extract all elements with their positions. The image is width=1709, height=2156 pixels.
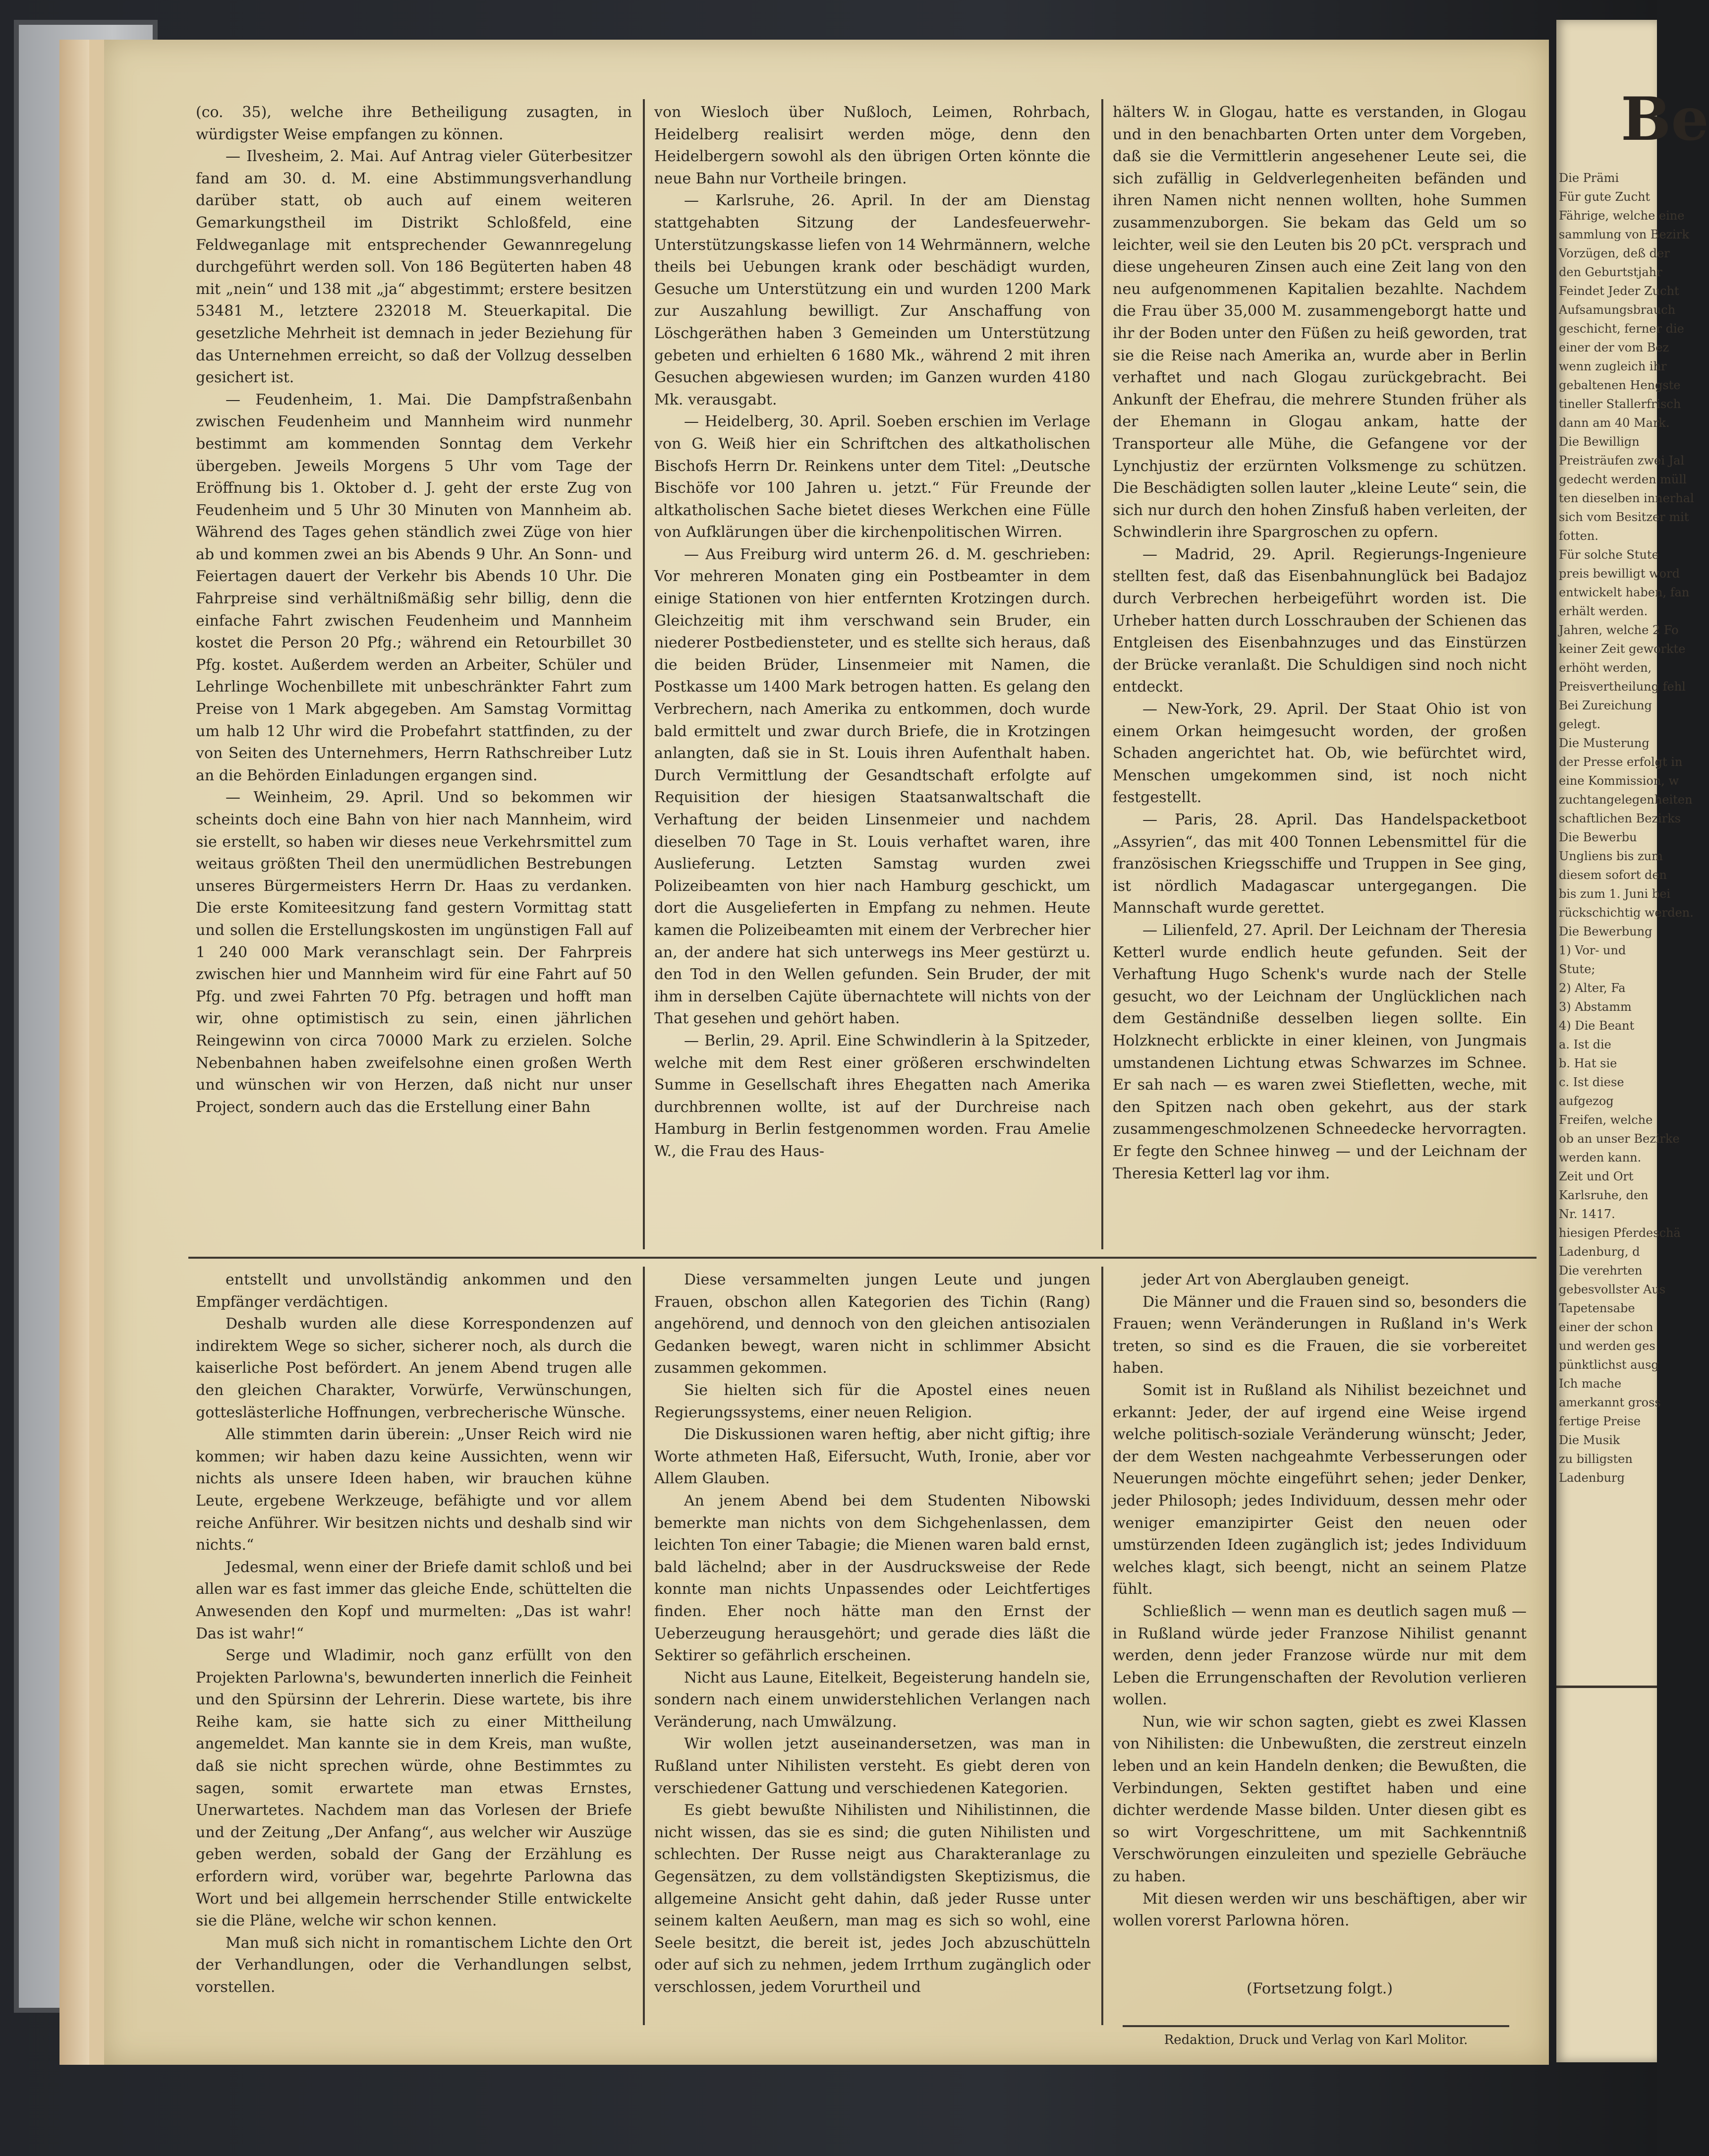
- adjacent-text-line: aufgezog: [1559, 1094, 1614, 1108]
- adjacent-text-line: schaftlichen Bezirks: [1559, 812, 1681, 825]
- lower-column-2: [654, 1269, 1090, 1999]
- adjacent-text-line: zuchtangelegenheiten: [1559, 793, 1693, 807]
- adjacent-page: [1556, 20, 1709, 2062]
- adjacent-text-line: dann am 40 Mark.: [1559, 416, 1670, 430]
- paragraph: Serge und Wladimir, noch ganz erfüllt von den Projekten Parlowna's, bewunderten innerlich die Feinheit und den Spürsinn der Lehrerin. Diese wartete, bis ihre Reihe kam, sie hatte sich zu einer Mittheilung angemeldet. Man kannte sie in dem Kreis, man wußte, daß sie nicht sprechen würde, ohne Bestimmtes zu sagen, somit erwartete man etwas Ernstes, Unerwartetes. Nachdem man das Vorlesen der Briefe und der Zeitung „Der Anfang“, aus welcher wir Auszüge geben werden, sobald der Gang der Erzählung es erfordern wird, vorüber war, begehrte Parlowna das Wort und bei allgemein herrschender Stille entwickelte sie die Pläne, welche wir schon kennen.: [196, 1647, 632, 1930]
- adjacent-text-line: gebesvollster Aus: [1559, 1282, 1666, 1296]
- adjacent-text-line: fotten.: [1559, 529, 1598, 543]
- adjacent-text-line: zu billigsten: [1559, 1452, 1633, 1466]
- adjacent-text-line: ten dieselben innerhal: [1559, 491, 1694, 505]
- adjacent-text-line: Zeit und Ort: [1559, 1169, 1634, 1183]
- adjacent-page-text: [1559, 169, 1694, 1487]
- paragraph: — Berlin, 29. April. Eine Schwindlerin à la Spitzeder, welche mit dem Rest einer größeren erschwindelten Summe in Gesellschaft ihres Ehegatten nach Amerika durchbrennen wollte, ist auf der Durchreise nach Hamburg in Berlin festgenommen worden. Frau Amelie W., die Frau des Haus-: [654, 1032, 1090, 1160]
- adjacent-text-line: b. Hat sie: [1559, 1056, 1617, 1070]
- lower-column-1: [196, 1269, 632, 1999]
- adjacent-text-line: preis bewilligt word: [1559, 567, 1680, 581]
- adjacent-text-line: und werden ges: [1559, 1339, 1655, 1353]
- paragraph: Diese versammelten jungen Leute und jungen Frauen, obschon allen Kategorien des Tichin (Rang) angehörend, und dennoch von den gleichen antisozialen Gedanken bewegt, waren nicht in schlimmer Absicht zusammen gekommen.: [654, 1271, 1090, 1377]
- adjacent-text-line: hiesigen Pferdeschä: [1559, 1226, 1681, 1240]
- paragraph: Alle stimmten darin überein: „Unser Reich wird nie kommen; wir haben dazu keine Aussichten, wenn wir nichts als unsere Ideen haben, wir brauchen kühne Leute, ergebene Werkzeuge, befähigte und vor allem reiche Anführer. Wir besitzen nichts und deshalb sind wir nichts.“: [196, 1426, 632, 1554]
- adjacent-text-line: a. Ist die: [1559, 1038, 1611, 1051]
- paragraph: An jenem Abend bei dem Studenten Nibowski bemerkte man nichts von dem Sichgehenlassen, dem leichten Ton einer Tabagie; die Mienen waren bald ernst, bald lächelnd; aber in der Ausdrucksweise der Rede konnte man nichts Unpassendes oder Leichtfertiges finden. Eher noch hätte man den Ernst der Ueberzeugung herausgehört; und gerade dies läßt die Sektirer so gefährlich erscheinen.: [654, 1492, 1090, 1665]
- adjacent-text-line: Vorzügen, deß der: [1559, 246, 1670, 260]
- adjacent-text-line: Die Bewillign: [1559, 435, 1640, 449]
- column-rule: [643, 1267, 645, 2025]
- adjacent-rule: [1556, 1686, 1657, 1688]
- adjacent-text-line: Die Musterung: [1559, 736, 1650, 750]
- adjacent-text-line: bis zum 1. Juni bei: [1559, 887, 1671, 901]
- adjacent-text-line: Feindet Jeder Zucht: [1559, 284, 1679, 298]
- adjacent-text-line: 4) Die Beant: [1559, 1019, 1635, 1033]
- paragraph: — Ilvesheim, 2. Mai. Auf Antrag vieler Güterbesitzer fand am 30. d. M. eine Abstimmungsverhandlung darüber statt, ob auch auf einem weiteren Gemarkungstheil im Distrikt Schloßfeld, eine Feldweganlage mit entsprechender Gewannregelung durchgeführt werden soll. Von 186 Begüterten haben 48 mit „nein“ und 138 mit „ja“ abgestimmt; erstere besitzen 53481 M., letztere 232018 M. Steuerkapital. Die gesetzliche Mehrheit ist demnach in jeder Beziehung für das Unternehmen erreicht, so daß der Vollzug desselben gesichert ist.: [196, 148, 632, 387]
- paragraph: — Weinheim, 29. April. Und so bekommen wir scheints doch eine Bahn von hier nach Mannheim, wird sie erstellt, so haben wir dieses neue Verkehrsmittel zum weitaus größten Theil den unermüdlichen Bestrebungen unseres Bürgermeisters Herrn Dr. Haas zu verdanken. Die erste Komiteesitzung fand gestern Vormittag statt und sollen die Erstellungskosten im ungünstigen Fall auf 1 240 000 Mark veranschlagt sein. Der Fahrpreis zwischen hier und Mannheim wird für eine Fahrt auf 50 Pfg. und zwei Fahrten 70 Pfg. betragen und hofft man wir, ohne optimistisch zu sein, einen jährlichen Reingewinn von circa 70000 Mark zu erzielen. Solche Nebenbahnen haben zweifelsohne einen großen Werth und wünschen wir von Herzen, daß nicht nur unser Project, sondern auch das die Erstellung einer Bahn: [196, 789, 632, 1116]
- paragraph: Deshalb wurden alle diese Korrespondenzen auf indirektem Wege so sicher, sicherer noch, als durch die kaiserliche Post befördert. An jenem Abend trugen alle den gleichen Charakter, Vorwürfe, Verwünschungen, gotteslästerliche Hoffnungen, verbrecherische Wünsche.: [196, 1315, 632, 1421]
- adjacent-page-heading: Be: [1621, 84, 1709, 154]
- adjacent-text-line: 1) Vor- und: [1559, 943, 1626, 957]
- adjacent-text-line: Aufsamungsbrauch: [1559, 303, 1676, 317]
- adjacent-text-line: den Geburtstjahr: [1559, 265, 1662, 279]
- adjacent-text-line: diesem sofort den: [1559, 868, 1667, 882]
- adjacent-text-line: 2) Alter, Fa: [1559, 981, 1626, 995]
- adjacent-text-line: Nr. 1417.: [1559, 1207, 1615, 1221]
- paragraph: Nun, wie wir schon sagten, giebt es zwei Klassen von Nihilisten: die Unbewußten, die zerstreut einzeln leben und an kein Handeln denken; die Bewußten, die Verbindungen, Sekten gestiftet haben und eine dichter werdende Masse bilden. Unter diesen gibt es so wirt Vorgeschrittene, um mit Sachkenntniß Verschwörungen einzuleiten und spezielle Gebräuche zu haben.: [1113, 1713, 1527, 1886]
- paragraph: Schließlich — wenn man es deutlich sagen muß — in Rußland würde jeder Franzose Nihilist genannt werden, denn jeder Franzose würde nur mit dem Leben die Errungenschaften der Revolution verlieren wollen.: [1113, 1602, 1527, 1709]
- adjacent-text-line: gelegt.: [1559, 717, 1601, 731]
- adjacent-text-line: geschicht, ferner die: [1559, 322, 1684, 336]
- paragraph: (co. 35), welche ihre Betheiligung zusagten, in würdigster Weise empfangen zu können.: [196, 104, 632, 143]
- adjacent-text-line: Für solche Stute: [1559, 548, 1659, 562]
- upper-column-2: [654, 102, 1090, 1163]
- adjacent-text-line: Karlsruhe, den: [1559, 1188, 1649, 1202]
- adjacent-text-line: werden kann.: [1559, 1151, 1642, 1165]
- adjacent-text-line: 3) Abstamm: [1559, 1000, 1632, 1014]
- adjacent-text-line: pünktlichst ausg: [1559, 1358, 1659, 1372]
- imprint-line: Redaktion, Druck und Verlag von Karl Molitor.: [1164, 2033, 1468, 2047]
- adjacent-text-line: Ungliens bis zum: [1559, 849, 1663, 863]
- paragraph: Jedesmal, wenn einer der Briefe damit schloß und bei allen war es fast immer das gleiche Ende, schüttelten die Anwesenden den Kopf und murmelten: „Das ist wahr! Das ist wahr!“: [196, 1558, 632, 1642]
- upper-column-1: [196, 102, 632, 1118]
- adjacent-text-line: Preisträufen zwei Jal: [1559, 454, 1685, 467]
- adjacent-text-line: Ladenburg, d: [1559, 1245, 1640, 1259]
- paragraph: hälters W. in Glogau, hatte es verstanden, in Glogau und in den benachbarten Orten unter dem Vorgeben, daß sie die Vermittlerin angesehener Leute sei, die sich zufällig in Geldverlegenheiten befänden und ihren Namen nicht nennen wollten, hohe Summen zusammenzuborgen. Sie bekam das Geld um so leichter, weil sie den Leuten bis 20 pCt. versprach und diese ungeheuren Zinsen auch eine Zeit lang von den neu aufgenommenen Kapitalien bezahlte. Nachdem die Frau über 35,000 M. zusammengeborgt hatte und ihr der Boden unter den Füßen zu heiß geworden, trat sie die Reise nach Amerika an, wurde aber in Berlin verhaftet und nach Glogau zurückgebracht. Bei Ankunft der Ehefrau, die mehrere Stunden früher als der Ehemann in Glogau ankam, hatte der Transporteur alle Mühe, die Gefangene vor der Lynchjustiz der erzürnten Volksmenge zu schützen. Die Beschädigten sollen lauter „kleine Leute“ sein, die sich nur durch den hohen Zinsfuß haben verleiten, der Schwindlerin ihre Spargroschen zu opfern.: [1113, 104, 1527, 541]
- paragraph: — New-York, 29. April. Der Staat Ohio ist von einem Orkan heimgesucht worden, der großen Schaden angerichtet hat. Ob, wie befürchtet wird, Menschen umgekommen sind, ist noch nicht festgestellt.: [1113, 700, 1527, 807]
- paragraph: — Aus Freiburg wird unterm 26. d. M. geschrieben: Vor mehreren Monaten ging ein Postbeamter in dem einige Stationen von hier entfernten Krotzingen durch. Gleichzeitig mit ihm verschwand sein Bruder, ein niederer Postbediensteter, und es stellte sich heraus, daß die beiden Brüder, Linsenmeier mit Namen, die Postkasse um 1400 Mark betrogen hatten. Es gelang den Verbrechern, nach Amerika zu entkommen, doch wurde bald ermittelt und zwar durch Briefe, die in Krotzingen anlangten, daß sie in St. Louis ihren Aufenthalt haben. Durch Vermittlung der Gesandtschaft erfolgte auf Requisition der hiesigen Staatsanwaltschaft die Verhaftung der beiden Linsenmeier und nachdem dieselben 70 Tage in St. Louis verhaftet waren, ihre Auslieferung. Letzten Samstag wurden zwei Polizeibeamten von hier nach Hamburg geschickt, um dort die Ausgelieferten in Empfang zu nehmen. Heute kamen die Polizeibeamten mit einem der Verbrecher hier an, der andere hat sich unterwegs ins Meer gestürzt u. den Tod in den Wellen gefunden. Sein Bruder, der mit ihm in derselben Cajüte übernachtete will nichts von der That gesehen und gehört haben.: [654, 545, 1090, 1028]
- adjacent-text-line: Die Bewerbu: [1559, 830, 1637, 844]
- adjacent-text-line: Die Bewerbung: [1559, 925, 1652, 938]
- adjacent-text-line: gedecht werden müll: [1559, 472, 1687, 486]
- adjacent-text-line: c. Ist diese: [1559, 1075, 1624, 1089]
- adjacent-text-line: wenn zugleich ihr: [1559, 359, 1667, 373]
- adjacent-text-line: Für gute Zucht: [1559, 190, 1651, 204]
- adjacent-text-line: Bei Zureichung: [1559, 699, 1652, 712]
- column-rule: [1101, 1267, 1103, 2025]
- paragraph: Nicht aus Laune, Eitelkeit, Begeisterung handeln sie, sondern nach einem unwiderstehlichen Verlangen nach Veränderung, nach Umwälzung.: [654, 1669, 1090, 1731]
- paragraph: Mit diesen werden wir uns beschäftigen, aber wir wollen vorerst Parlowna hören.: [1113, 1890, 1527, 1930]
- adjacent-text-line: sammlung von Bezirk: [1559, 228, 1689, 241]
- paragraph: jeder Art von Aberglauben geneigt.: [1142, 1271, 1410, 1288]
- lower-column-3: [1113, 1269, 1527, 1932]
- adjacent-text-line: tineller Stallerfrisch: [1559, 397, 1681, 411]
- adjacent-text-line: Freifen, welche: [1559, 1113, 1653, 1127]
- adjacent-text-line: Die Prämi: [1559, 171, 1619, 185]
- adjacent-text-line: einer der vom Bez: [1559, 341, 1669, 354]
- adjacent-text-line: Die Musik: [1559, 1433, 1620, 1447]
- adjacent-text-line: eine Kommission, w: [1559, 774, 1679, 788]
- paragraph: Man muß sich nicht in romantischem Lichte den Ort der Verhandlungen, oder die Verhandlungen selbst, vorstellen.: [196, 1934, 632, 1996]
- adjacent-text-line: fertige Preise: [1559, 1414, 1641, 1428]
- adjacent-text-line: gebaltenen Hengste: [1559, 378, 1681, 392]
- paragraph: Wir wollen jetzt auseinandersetzen, was man in Rußland unter Nihilisten versteht. Es giebt deren von verschiedener Gattung und verschiedenen Kategorien.: [654, 1735, 1090, 1797]
- adjacent-text-line: Fährige, welche eine: [1559, 209, 1685, 223]
- adjacent-text-line: Tapetensabe: [1559, 1301, 1635, 1315]
- paragraph: von Wiesloch über Nußloch, Leimen, Rohrbach, Heidelberg realisirt werden möge, denn den Heidelbergern sowohl als den übrigen Orten könnte die neue Bahn nur Vortheile bringen.: [654, 104, 1090, 187]
- adjacent-text-line: ob an unser Bezirke: [1559, 1132, 1680, 1146]
- imprint-rule: [1123, 2025, 1509, 2027]
- adjacent-text-line: der Presse erfolgt in: [1559, 755, 1683, 769]
- adjacent-text-line: Stute;: [1559, 962, 1595, 976]
- paragraph: entstellt und unvollständig ankommen und den Empfänger verdächtigen.: [196, 1271, 632, 1311]
- adjacent-text-line: keiner Zeit geworkte: [1559, 642, 1686, 656]
- paragraph: Sie hielten sich für die Apostel eines neuen Regierungssystems, einer neuen Religion.: [654, 1381, 1090, 1421]
- paragraph: Somit ist in Rußland als Nihilist bezeichnet und erkannt: Jeder, der auf irgend eine Weise irgend welche politisch-soziale Veränderung wünscht; Jeder, der dem Westen nachgeahmte Verbesserungen oder Neuerungen möchte eingeführt sehen; jeder Denker, jeder Philosoph; jedes Individuum, dessen mehr oder weniger emanzipirter Geist den neuen oder umstürzenden Ideen zugänglich ist; jedes Individuum welches klagt, sich beengt, nicht an seinem Platze fühlt.: [1113, 1381, 1527, 1598]
- adjacent-text-line: entwickelt haben, fan: [1559, 585, 1690, 599]
- adjacent-text-line: Die verehrten: [1559, 1264, 1643, 1278]
- paragraph: — Madrid, 29. April. Regierungs-Ingenieure stellten fest, daß das Eisenbahnunglück bei Badajoz durch Verbrechen herbeigeführt worden ist. Die Urheber hatten durch Losschrauben der Schienen das Entgleisen des Eisenbahnzuges und das Einstürzen der Brücke veranlaßt. Die Schuldigen sind noch nicht entdeckt.: [1113, 545, 1527, 696]
- paragraph: Die Diskussionen waren heftig, aber nicht giftig; ihre Worte athmeten Haß, Eifersucht, Wuth, Ironie, aber vor Allem Glauben.: [654, 1426, 1090, 1488]
- adjacent-text-line: amerkannt gross: [1559, 1396, 1661, 1409]
- paragraph: Es giebt bewußte Nihilisten und Nihilistinnen, die nicht wissen, das sie es sind; die guten Nihilisten und schlechten. Der Russe neigt aus Charakteranlage zu Gegensätzen, zu dem vollständigsten Skeptizismus, die allgemeine Ansicht geht dahin, daß jeder Russe unter seinem kalten Aeußern, man mag es sich so wohl, eine Seele besitzt, die bereit ist, jedes Joch abzuschütteln oder auf sich zu nehmen, jedem Irrthum zugänglich oder verschlossen, jedem Vorurtheil und: [654, 1802, 1090, 1996]
- adjacent-text-line: sich vom Besitzer mit: [1559, 510, 1689, 524]
- column-rule: [643, 99, 645, 1249]
- adjacent-text-line: Ladenburg: [1559, 1471, 1625, 1485]
- column-rule: [1101, 99, 1103, 1249]
- adjacent-text-line: Preisvertheilung fehl: [1559, 680, 1686, 694]
- adjacent-text-line: erhöht werden,: [1559, 661, 1652, 675]
- section-divider: [188, 1257, 1537, 1259]
- adjacent-text-line: rückschichtig werden.: [1559, 906, 1694, 920]
- paragraph: — Heidelberg, 30. April. Soeben erschien im Verlage von G. Weiß hier ein Schriftchen des altkatholischen Bischofs Herrn Dr. Reinkens unter dem Titel: „Deutsche Bischöfe vor 100 Jahren u. jetzt.“ Für Freunde der altkatholischen Sache bietet dieses Werkchen eine Fülle von Aufklärungen über die kirchenpolitischen Wirren.: [654, 413, 1090, 541]
- paragraph: — Lilienfeld, 27. April. Der Leichnam der Theresia Ketterl wurde endlich heute gefunden. Seit der Verhaftung Hugo Schenk's wurde nach der Stelle gesucht, wo der Leichnam der Unglücklichen nach dem Geständniße desselben liegen sollte. Ein Holzknecht erblickte in einer kleinen, von Jungmais umstandenen Lichtung etwas Schwarzes im Schnee. Er sah nach — es waren zwei Stiefletten, weche, mit den Spitzen nach oben gekehrt, aus der stark zusammengeschmolzenen Schneedecke hervorragten. Er fegte den Schnee hinweg — und der Leichnam der Theresia Ketterl lag vor ihm.: [1113, 921, 1527, 1182]
- adjacent-text-line: Ich mache: [1559, 1377, 1622, 1391]
- continuation-note: (Fortsetzung folgt.): [1247, 1980, 1393, 1997]
- adjacent-text-line: erhält werden.: [1559, 604, 1648, 618]
- paragraph: — Feudenheim, 1. Mai. Die Dampfstraßenbahn zwischen Feudenheim und Mannheim wird nunmehr bestimmt am kommenden Sonntag dem Verkehr übergeben. Jeweils Morgens 5 Uhr vom Tage der Eröffnung bis 1. Oktober d. J. geht der erste Zug von Feudenheim und 5 Uhr 30 Minuten von Mannheim ab. Während des Tages gehen ständlich zwei Züge von hier ab und kommen zwei an bis Abends 9 Uhr. An Sonn- und Feiertagen dauert der Verkehr bis Abends 10 Uhr. Die Fahrpreise sind verhältnißmäßig sehr billig, denn die einfache Fahrt zwischen Feudenheim und Mannheim kostet die Person 20 Pfg.; während ein Retourbillet 30 Pfg. kostet. Außerdem werden an Arbeiter, Schüler und Lehrlinge Wochenbillete mit unbeschränkter Fahrt zum Preise von 1 Mark abgegeben. Am Samstag Vormittag um halb 12 Uhr wird die Probefahrt stattfinden, zu der von Seiten des Unternehmers, Herrn Rathschreiber Lutz an die Behörden Einladungen ergangen sind.: [196, 391, 632, 784]
- adjacent-text-line: einer der schon: [1559, 1320, 1653, 1334]
- adjacent-text-line: Jahren, welche 2 Fo: [1559, 623, 1679, 637]
- paragraph: — Karlsruhe, 26. April. In der am Dienstag stattgehabten Sitzung der Landesfeuerwehr-Unterstützungskasse liefen von 14 Wehrmännern, welche theils bei Uebungen krank oder beschädigt wurden, Gesuche um Unterstützung ein und wurden 1200 Mark zur Auszahlung bewilligt. Zur Anschaffung von Löschgeräthen haben 3 Gemeinden um Unterstützung gebeten und erhielten 6 1680 Mk., während 2 mit ihren Gesuchen abgewiesen wurden; im Ganzen wurden 4180 Mk. verausgabt.: [654, 192, 1090, 408]
- paragraph: — Paris, 28. April. Das Handelspacketboot „Assyrien“, das mit 400 Tonnen Lebensmittel für die französischen Kriegsschiffe und Truppen in See ging, ist nördlich Madagascar untergegangen. Die Mannschaft wurde gerettet.: [1113, 811, 1527, 917]
- paragraph: Die Männer und die Frauen sind so, besonders die Frauen; wenn Veränderungen in Rußland in's Werk treten, so sind es die Frauen, die sie vorbereitet haben.: [1113, 1293, 1527, 1377]
- upper-column-3: [1113, 102, 1527, 1185]
